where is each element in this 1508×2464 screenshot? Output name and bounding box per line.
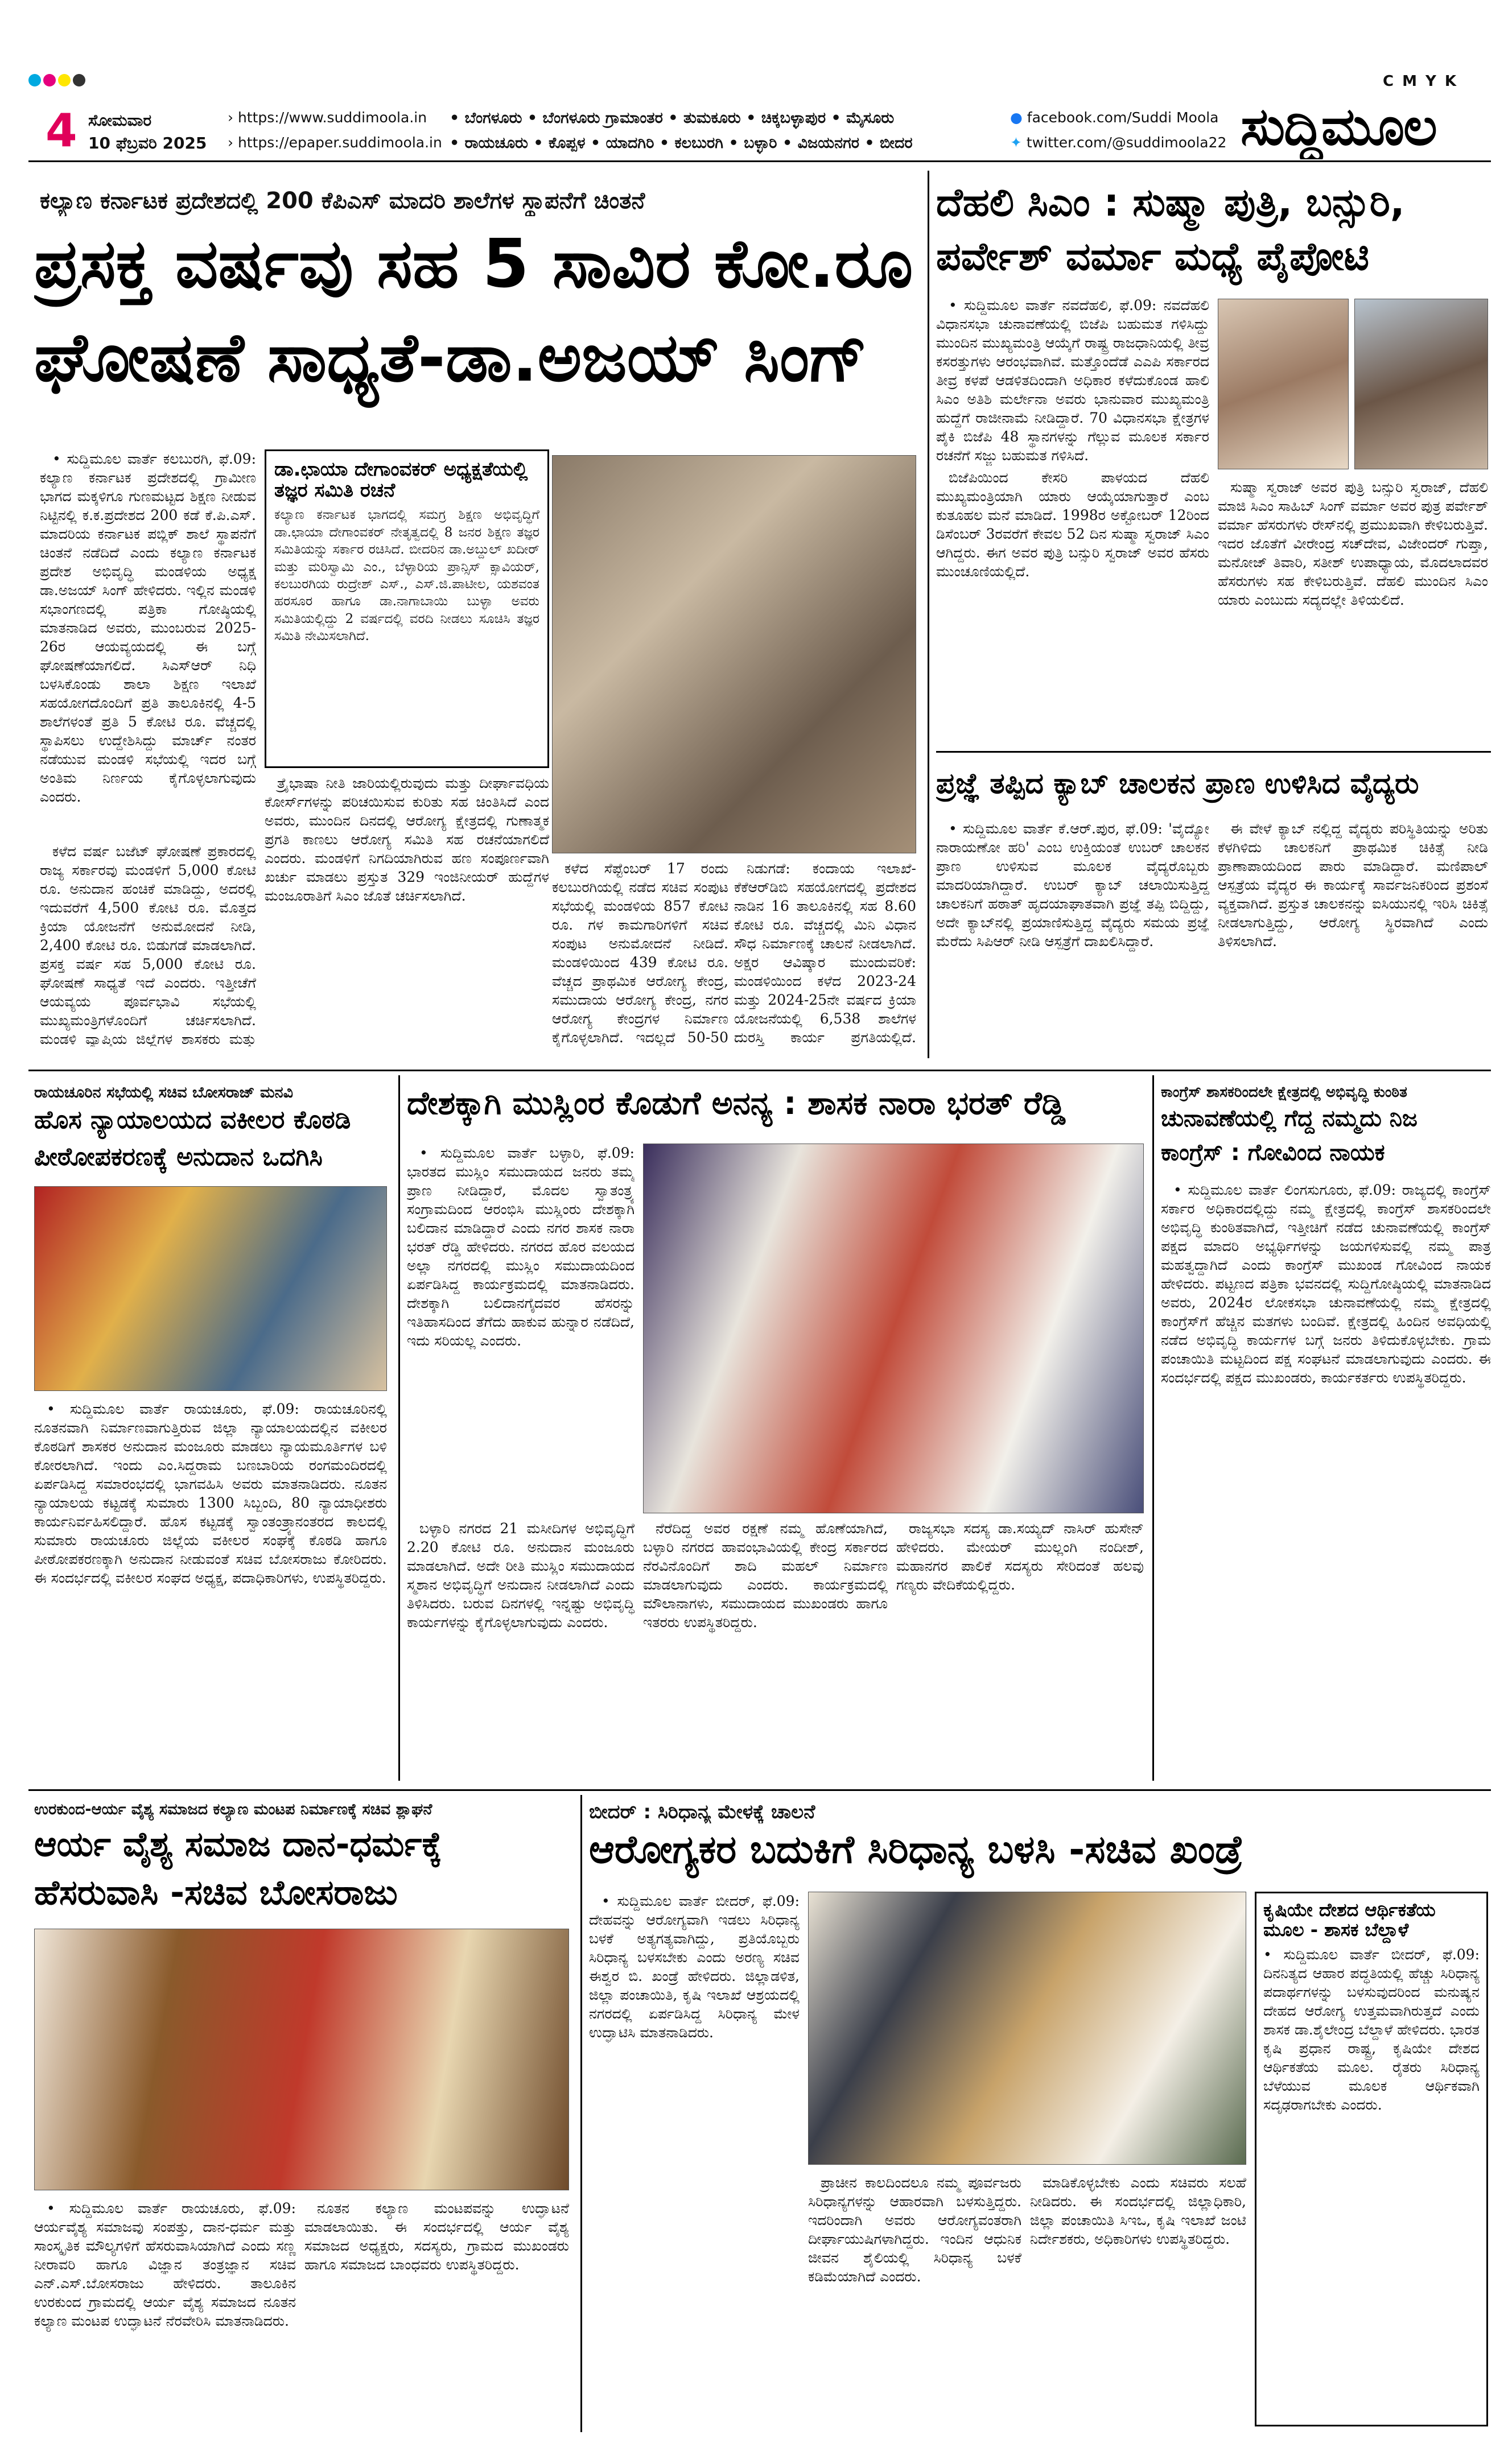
millet-col-2-text: ಪ್ರಾಚೀನ ಕಾಲದಿಂದಲೂ ನಮ್ಮ ಪೂರ್ವಜರು ಸಿರಿಧಾನ್ಯಗಳನ್ನು ಆಹಾರವಾಗಿ ಬಳಸುತ್ತಿದ್ದರು. ಇದರಿಂದಾಗಿ ಅವರು ಆರೋಗ್ಯವಂತರಾಗಿ ದೀರ್ಘಾಯುಷಿಗಳಾಗಿದ್ದರು. ಇಂದಿನ ಆಧುನಿಕ ಜೀವನ ಶೈಲಿಯಲ್ಲಿ ಸಿರಿಧಾನ್ಯ ಬಳಕೆ ಕಡಿಮೆಯಾಗಿದೆ ಎಂದರು. bbox=[808, 2174, 1021, 2285]
contribution-col-4-text: ರಾಜ್ಯಸಭಾ ಸದಸ್ಯ ಡಾ.ಸಯ್ಯದ್ ನಾಸಿರ್ ಹುಸೇನ್ ಹೇಳಿದರು. ಮೇಯರ್ ಮುಲ್ಲಂಗಿ ನಂದೀಶ್, ಮಹಾನಗರ ಪಾಲಿಕೆ ಸದಸ್ಯರು ಸೇರಿದಂತೆ ಹಲವು ಗಣ್ಯರು ವೇದಿಕೆಯಲ್ಲಿದ್ದರು. bbox=[896, 1520, 1144, 1593]
sidebar-title-1: ಕೃಷಿಯೇ ದೇಶದ ಆರ್ಥಿಕತೆಯ bbox=[1263, 1899, 1436, 1921]
twitter-link[interactable] bbox=[1010, 134, 1238, 155]
delhi-cm-story bbox=[936, 171, 1491, 751]
court-photo bbox=[34, 1186, 387, 1391]
twitter-url: twitter.com/@suddimoola22 bbox=[1026, 134, 1227, 151]
millet-kicker: ಬೀದರ್ : ಸಿರಿಧಾನ್ಯ ಮೇಳಕ್ಕೆ ಚಾಲನೆ bbox=[589, 1801, 815, 1823]
cab-driver-story bbox=[936, 757, 1491, 1064]
masthead-rule bbox=[28, 160, 1491, 162]
website-link[interactable]: › https://www.suddimoola.in bbox=[228, 109, 427, 126]
millet-headline: ಆರೋಗ್ಯಕರ ಬದುಕಿಗೆ ಸಿರಿಧಾನ್ಯ ಬಳಸಿ -ಸಚಿವ ಖಂಡ್ರೆ bbox=[589, 1829, 1243, 1872]
lead-col-4 bbox=[552, 859, 728, 1047]
box-text: ಕಲ್ಯಾಣ ಕರ್ನಾಟಕ ಭಾಗದಲ್ಲಿ ಸಮಗ್ರ ಶಿಕ್ಷಣ ಅಭಿವೃದ್ಧಿಗೆ ಡಾ.ಛಾಯಾ ದೇಗಾಂವಕರ್ ನೇತೃತ್ವದಲ್ಲಿ 8 ಜನರ ಶಿಕ್ಷಣ ತಜ್ಞರ ಸಮಿತಿಯನ್ನು ಸರ್ಕಾರ ರಚಿಸಿದೆ. ಬೀದರಿನ ಡಾ.ಅಬ್ದುಲ್ ಖದೀರ್ ಮತ್ತು ಮರಿಸ್ವಾಮಿ ಎಂ., ಬೆಳ್ಳಾರಿಯ ಪ್ರಾನ್ಸಿಸ್ ಕ್ಸಾವಿಯರ್, ಕಲಬುರಗಿಯ ರುದ್ರೇಶ್ ಎಸ್., ಎಸ್.ಜಿ.ಪಾಟೀಲ, ಯಶವಂತ ಹರಸೂರ ಹಾಗೂ ಡಾ.ನಾಗಾಬಾಯಿ ಬುಳ್ಳಾ ಅವರು ಸಮಿತಿಯಲ್ಲಿದ್ದು 2 ವರ್ಷದಲ್ಲಿ ವರದಿ ನೀಡಲು ಸೂಚಿಸಿ ತಜ್ಞರ ಸಮಿತಿ ನೇಮಿಸಲಾಗಿದೆ. bbox=[274, 507, 539, 643]
issue-day: ಸೋಮವಾರ bbox=[88, 111, 152, 130]
delhi-col-3 bbox=[1218, 478, 1488, 740]
contribution-col-3 bbox=[643, 1519, 888, 1781]
arya-photo bbox=[34, 1929, 569, 2190]
arya-headline-1: ಆರ್ಯ ವೈಶ್ಯ ಸಮಾಜ ದಾನ-ಧರ್ಮಕ್ಕೆ bbox=[34, 1826, 442, 1864]
masthead bbox=[0, 0, 1508, 162]
contribution-col-3-text: ನೆರೆದಿದ್ದ ಅವರ ರಕ್ಷಣೆ ನಮ್ಮ ಹೊಣೆಯಾಗಿದೆ, ಬಳ್ಳಾರಿ ನಗರದ ಹಾವಂಭಾವಿಯಲ್ಲಿ ಕೇಂದ್ರ ಸರ್ಕಾರದ ನೆರವಿನೊಂದಿಗೆ ಶಾದಿ ಮಹಲ್ ನಿರ್ಮಾಣ ಮಾಡಲಾಗುವುದು ಎಂದರು. ಕಾರ್ಯಕ್ರಮದಲ್ಲಿ ಮೌಲಾನಾಗಳು, ಸಮುದಾಯದ ಮುಖಂಡರು ಹಾಗೂ ಇತರರು ಉಪಸ್ಥಿತರಿದ್ದರು. bbox=[643, 1520, 888, 1631]
lead-col-3 bbox=[265, 774, 549, 1047]
divider-c2 bbox=[1152, 1075, 1154, 1781]
arya-col-1 bbox=[34, 2199, 296, 2432]
sidebar-title-2: ಮೂಲ - ಶಾಸಕ ಬೆಲ್ದಾಳೆ bbox=[1263, 1918, 1409, 1941]
page-number: 4 bbox=[46, 105, 77, 156]
epaper-url: https://epaper.suddimoola.in bbox=[237, 134, 442, 151]
cmyk-mark: C M Y K bbox=[1383, 73, 1458, 90]
divider-c3 bbox=[580, 1795, 582, 2432]
contribution-story bbox=[407, 1075, 1147, 1786]
lead-headline-1: ಪ್ರಸಕ್ತ ವರ್ಷವು ಸಹ 5 ಸಾವಿರ ಕೋ.ರೂ bbox=[34, 228, 913, 303]
contribution-col-2 bbox=[407, 1519, 634, 1781]
congress-text bbox=[1161, 1181, 1491, 1781]
millet-col-3 bbox=[1030, 2173, 1246, 2426]
millet-col-3-text: ಮಾಡಿಕೊಳ್ಳಬೇಕು ಎಂದು ಸಚಿವರು ಸಲಹೆ ನೀಡಿದರು. ಈ ಸಂದರ್ಭದಲ್ಲಿ ಜಿಲ್ಲಾಧಿಕಾರಿ, ಜಿಲ್ಲಾ ಪಂಚಾಯಿತಿ ಸಿಇಒ, ಕೃಷಿ ಇಲಾಖೆ ಜಂಟಿ ನಿರ್ದೇಶಕರು, ಅಧಿಕಾರಿಗಳು ಉಪಸ್ಥಿತರಿದ್ದರು. bbox=[1030, 2174, 1246, 2247]
rule-mid bbox=[28, 1070, 1491, 1071]
arya-kicker: ಉರಕುಂದ-ಆರ್ಯ ವೈಶ್ಯ ಸಮಾಜದ ಕಲ್ಯಾಣ ಮಂಟಪ ನಿರ್ಮಾಣಕ್ಕೆ ಸಚಿವ ಶ್ಲಾಘನೆ bbox=[34, 1801, 432, 1818]
twitter-icon: ✦ bbox=[1010, 134, 1022, 151]
court-headline-2: ಪೀಠೋಪಕರಣಕ್ಕೆ ಅನುದಾನ ಒದಗಿಸಿ bbox=[34, 1144, 323, 1171]
arya-vaishya-story bbox=[28, 1795, 575, 2438]
contribution-col-4 bbox=[896, 1519, 1144, 1781]
lead-headline-2: ಘೋಷಣೆ ಸಾಧ್ಯತೆ-ಡಾ.ಅಜಯ್ ಸಿಂಗ್ bbox=[34, 321, 868, 397]
bansuri-photo bbox=[1218, 299, 1349, 469]
issue-date: 10 ಫೆಬ್ರವರಿ 2025 bbox=[88, 134, 207, 152]
arya-col-2 bbox=[304, 2199, 569, 2432]
congress-headline-2: ಕಾಂಗ್ರೆಸ್ : ಗೋವಿಂದ ನಾಯಕ bbox=[1161, 1141, 1385, 1166]
website-url: https://www.suddimoola.in bbox=[237, 109, 427, 126]
registration-dots bbox=[28, 74, 120, 91]
lead-col-5 bbox=[734, 859, 916, 1047]
column-divider bbox=[928, 171, 929, 1058]
delhi-col-3-text: ಸುಷ್ಮಾ ಸ್ವರಾಜ್ ಅವರ ಪುತ್ರಿ ಬನ್ಸುರಿ ಸ್ವರಾಜ್, ದೆಹಲಿ ಮಾಜಿ ಸಿಎಂ ಸಾಹಿಬ್ ಸಿಂಗ್ ವರ್ಮಾ ಅವರ ಪುತ್ರ ಪರ್ವೇಶ್ ವರ್ಮಾ ಹೆಸರುಗಳು ರೇಸ್‌ನಲ್ಲಿ ಪ್ರಮುಖವಾಗಿ ಕೇಳಿಬರುತ್ತಿವೆ. ಇದರ ಜೊತೆಗೆ ವೀರೇಂದ್ರ ಸಚ್‌ದೇವ, ವಿಜೇಂದರ್ ಗುಪ್ತಾ, ಮನೋಜ್ ತಿವಾರಿ, ಸತೀಶ್ ಉಪಾಧ್ಯಾಯ, ಮೊದಲಾದವರ ಹೆಸರುಗಳು ಸಹ ಕೇಳಿಬರುತ್ತಿವೆ. ದೆಹಲಿ ಮುಂದಿನ ಸಿಎಂ ಯಾರು ಎಂಬುದು ಸದ್ಯದಲ್ಲೇ ತಿಳಿಯಲಿದೆ. bbox=[1218, 479, 1488, 608]
contribution-col-1 bbox=[407, 1144, 634, 1508]
agriculture-sidebar bbox=[1255, 1892, 1488, 2426]
congress-story bbox=[1161, 1075, 1491, 1786]
epaper-link[interactable]: › https://epaper.suddimoola.in bbox=[228, 134, 442, 151]
court-text bbox=[34, 1400, 387, 1781]
millet-col-2 bbox=[808, 2173, 1021, 2426]
cab-col-2 bbox=[1218, 819, 1488, 1058]
facebook-link[interactable] bbox=[1010, 109, 1238, 130]
divider-c1 bbox=[398, 1075, 400, 1781]
millet-story bbox=[589, 1795, 1491, 2438]
court-headline-1: ಹೊಸ ನ್ಯಾಯಾಲಯದ ವಕೀಲರ ಕೊಠಡಿ bbox=[34, 1107, 351, 1134]
contribution-col-1-text: • ಸುದ್ದಿಮೂಲ ವಾರ್ತೆ ಬಳ್ಳಾರಿ, ಫೆ.09: ಭಾರತದ ಮುಸ್ಲಿಂ ಸಮುದಾಯದ ಜನರು ತಮ್ಮ ಪ್ರಾಣ ನೀಡಿದ್ದಾರೆ, ಮೊದಲ ಸ್ವಾತಂತ್ರ್ಯ ಸಂಗ್ರಾಮದಿಂದ ಆರಂಭಿಸಿ ಮುಸ್ಲಿಂರು ದೇಶಕ್ಕಾಗಿ ಬಲಿದಾನ ಮಾಡಿದ್ದಾರೆ ಎಂದು ನಗರ ಶಾಸಕ ನಾರಾ ಭರತ್ ರೆಡ್ಡಿ ಹೇಳಿದರು. ನಗರದ ಹೊರ ವಲಯದ ಅಲ್ಲಾ ನಗರದಲ್ಲಿ ಮುಸ್ಲಿಂ ಸಮುದಾಯದಿಂದ ಏರ್ಪಡಿಸಿದ್ದ ಕಾರ್ಯಕ್ರಮದಲ್ಲಿ ಮಾತನಾಡಿದರು. ದೇಶಕ್ಕಾಗಿ ಬಲಿದಾನಗೈದವರ ಹೆಸರನ್ನು ಇತಿಹಾಸದಿಂದ ತೆಗೆದು ಹಾಕುವ ಹುನ್ನಾರ ನಡೆದಿದೆ, ಇದು ಸರಿಯಲ್ಲ ಎಂದರು. bbox=[407, 1145, 634, 1349]
cities-row-2: • ರಾಯಚೂರು • ಕೊಪ್ಪಳ • ಯಾದಗಿರಿ • ಕಲಬುರಗಿ • ಬಳ್ಳಾರಿ • ವಿಜಯನಗರ • ಬೀದರ bbox=[450, 134, 913, 152]
lead-kicker: ಕಲ್ಯಾಣ ಕರ್ನಾಟಕ ಪ್ರದೇಶದಲ್ಲಿ 200 ಕೆಪಿಎಸ್ ಮಾದರಿ ಶಾಲೆಗಳ ಸ್ಥಾಪನೆಗೆ ಚಿಂತನೆ bbox=[40, 188, 645, 214]
congress-kicker: ಕಾಂಗ್ರೆಸ್ ಶಾಸಕರಿಂದಲೇ ಕ್ಷೇತ್ರದಲ್ಲಿ ಅಭಿವೃದ್ಧಿ ಕುಂಠಿತ bbox=[1161, 1084, 1407, 1101]
facebook-icon: ● bbox=[1010, 109, 1023, 126]
newspaper-logo: ಸುದ್ದಿಮೂಲ bbox=[1241, 96, 1436, 157]
expert-committee-box bbox=[265, 449, 549, 768]
court-kicker: ರಾಯಚೂರಿನ ಸಭೆಯಲ್ಲಿ ಸಚಿವ ಬೋಸರಾಜ್ ಮನವಿ bbox=[34, 1084, 294, 1101]
cab-col-1 bbox=[936, 819, 1209, 1058]
lead-story bbox=[28, 171, 922, 1081]
lead-col-1b bbox=[40, 842, 256, 1047]
lead-col-3-text: ತ್ರೈಭಾಷಾ ನೀತಿ ಜಾರಿಯಲ್ಲಿರುವುದು ಮತ್ತು ದೀರ್ಘಾವಧಿಯ ಕೋರ್ಸ್‌ಗಳನ್ನು ಪರಿಚಯಿಸುವ ಕುರಿತು ಸಹ ಚಿಂತಿಸಿದೆ ಎಂದ ಅವರು, ಮುಂದಿನ ದಿನದಲ್ಲಿ ಆರೋಗ್ಯ ಕ್ಷೇತ್ರದಲ್ಲಿ ಗುಣಾತ್ಮಕ ಪ್ರಗತಿ ಕಾಣಲು ಆರೋಗ್ಯ ಸಮಿತಿ ಸಹ ರಚನೆಯಾಗಲಿದೆ ಎಂದರು. ಮಂಡಳಿಗೆ ನಿಗದಿಯಾಗಿರುವ ಹಣ ಸಂಪೂರ್ಣವಾಗಿ ಖರ್ಚು ಮಾಡಲು ಪ್ರಸ್ತುತ 329 ಇಂಜಿನೀಯರ್ ಹುದ್ದೆಗಳ ಮಂಜೂರಾತಿಗೆ ಸಿಎಂ ಜೊತೆ ಚರ್ಚಿಸಲಾಗಿದೆ. bbox=[265, 775, 549, 904]
lead-col-5-text: ನಿಡುಗಡೆ: ಕಂದಾಯ ಇಲಾಖೆ-ಕೆಕೆಆರ್‌ಡಿಬಿ ಸಹಯೋಗದಲ್ಲಿ ಪ್ರದೇಶದ ನಾಡಿನ 16 ತಾಲೂಕಿನಲ್ಲಿ ಸಹ 8.60 ಕೋಟಿ ರೂ. ವೆಚ್ಚದಲ್ಲಿ ಮಿನಿ ವಿಧಾನ ಸೌಧ ನಿರ್ಮಾಣಕ್ಕೆ ಚಾಲನೆ ನೀಡಲಾಗಿದೆ. ಅಕ್ಷರ ಆವಿಷ್ಕಾರ ಮುಂದುವರಿಕೆ: ಮಂಡಳಿಯಿಂದ ಕಳೆದ 2023-24 ಮತ್ತು 2024-25ನೇ ವರ್ಷದ ಕ್ರಿಯಾ ಯೋಜನೆಯಲ್ಲಿ 6,538 ಶಾಲೆಗಳ ದುರಸ್ತಿ ಕಾರ್ಯ ಪ್ರಗತಿಯಲ್ಲಿದೆ. bbox=[734, 860, 916, 1046]
lead-col-4-text: ಕಳೆದ ಸೆಪ್ಟೆಂಬರ್ 17 ರಂದು ಕಲಬುರಗಿಯಲ್ಲಿ ನಡೆದ ಸಚಿವ ಸಂಪುಟ ಸಭೆಯಲ್ಲಿ ಮಂಡಳಿಯ 857 ಕೋಟಿ ರೂ. ಗಳ ಕಾಮಗಾರಿಗಳಿಗೆ ಸಚಿವ ಸಂಪುಟ ಅನುಮೋದನೆ ನೀಡಿದೆ. ಮಂಡಳಿಯಿಂದ 439 ಕೋಟಿ ರೂ. ವೆಚ್ಚದ ಪ್ರಾಥಮಿಕ ಆರೋಗ್ಯ ಕೇಂದ್ರ, ಸಮುದಾಯ ಆರೋಗ್ಯ ಕೇಂದ್ರ, ನಗರ ಆರೋಗ್ಯ ಕೇಂದ್ರಗಳ ನಿರ್ಮಾಣ ಕೈಗೊಳ್ಳಲಾಗಿದೆ. ಇದಲ್ಲದೆ 50-50 bbox=[552, 860, 728, 1046]
millet-col-1 bbox=[589, 1892, 800, 2426]
lead-photo bbox=[552, 455, 916, 853]
facebook-url: facebook.com/Suddi Moola bbox=[1027, 109, 1219, 126]
court-story bbox=[28, 1075, 393, 1786]
congress-text-body: • ಸುದ್ದಿಮೂಲ ವಾರ್ತೆ ಲಿಂಗಸುಗೂರು, ಫೆ.09: ರಾಜ್ಯದಲ್ಲಿ ಕಾಂಗ್ರೆಸ್ ಸರ್ಕಾರ ಅಧಿಕಾರದಲ್ಲಿದ್ದು ನಮ್ಮ ಕ್ಷೇತ್ರದಲ್ಲಿ ಕಾಂಗ್ರೆಸ್ ಶಾಸಕರಿಂದಲೇ ಅಭಿವೃದ್ಧಿ ಕುಂಠಿತವಾಗಿದೆ, ಇತ್ತೀಚಿಗೆ ನಡೆದ ಚುನಾವಣೆಯಲ್ಲಿ ಕಾಂಗ್ರೆಸ್ ಪಕ್ಷದ ಮಾದರಿ ಅಭ್ಯರ್ಥಿಗಳನ್ನು ಜಯಗಳಿಸುವಲ್ಲಿ ನಮ್ಮ ಪಾತ್ರ ಮಹತ್ವದ್ದಾಗಿದೆ ಎಂದು ಕಾಂಗ್ರೆಸ್ ಮುಖಂಡ ಗೋವಿಂದ ನಾಯಕ ಹೇಳಿದರು. ಪಟ್ಟಣದ ಪತ್ರಿಕಾ ಭವನದಲ್ಲಿ ಸುದ್ದಿಗೋಷ್ಠಿಯಲ್ಲಿ ಮಾತನಾಡಿದ ಅವರು, 2024ರ ಲೋಕಸಭಾ ಚುನಾವಣೆಯಲ್ಲಿ ನಮ್ಮ ಕ್ಷೇತ್ರದಲ್ಲಿ ಕಾಂಗ್ರೆಸ್‌ಗೆ ಹೆಚ್ಚಿನ ಮತಗಳು ಬಂದಿವೆ. ಕ್ಷೇತ್ರದಲ್ಲಿ ಹಿಂದಿನ ಅವಧಿಯಲ್ಲಿ ನಡೆದ ಅಭಿವೃದ್ಧಿ ಕಾರ್ಯಗಳ ಬಗ್ಗೆ ಜನರು ತಿಳಿದುಕೊಳ್ಳಬೇಕು. ಗ್ರಾಮ ಪಂಚಾಯಿತಿ ಮಟ್ಟದಿಂದ ಪಕ್ಷ ಸಂಘಟನೆ ಮಾಡಲಾಗುವುದು ಎಂದರು. ಈ ಸಂದರ್ಭದಲ್ಲಿ ಪಕ್ಷದ ಮುಖಂಡರು, ಕಾರ್ಯಕರ್ತರು ಉಪಸ್ಥಿತರಿದ್ದರು. bbox=[1161, 1182, 1491, 1386]
contribution-photo bbox=[643, 1144, 1144, 1513]
box-title: ಡಾ.ಛಾಯಾ ದೇಗಾಂವಕರ್ ಅಧ್ಯಕ್ಷತೆಯಲ್ಲಿ ತಜ್ಞರ ಸಮಿತಿ ರಚನೆ bbox=[274, 458, 528, 502]
cab-headline: ಪ್ರಜ್ಞೆ ತಪ್ಪಿದ ಕ್ಯಾಬ್ ಚಾಲಕನ ಪ್ರಾಣ ಉಳಿಸಿದ ವೈದ್ಯರು bbox=[936, 768, 1419, 800]
lead-col-1-text: • ಸುದ್ದಿಮೂಲ ವಾರ್ತೆ ಕಲಬುರಗಿ, ಫೆ.09: ಕಲ್ಯಾಣ ಕರ್ನಾಟಕ ಪ್ರದೇಶದಲ್ಲಿ ಗ್ರಾಮೀಣ ಭಾಗದ ಮಕ್ಕಳಿಗೂ ಗುಣಮಟ್ಟದ ಶಿಕ್ಷಣ ನೀಡುವ ನಿಟ್ಟಿನಲ್ಲಿ ಕ.ಕ.ಪ್ರದೇಶದ 200 ಕಡೆ ಕೆ.ಪಿ.ಎಸ್. ಮಾದರಿಯ ಕರ್ನಾಟಕ ಪಬ್ಲಿಕ್ ಶಾಲೆ ಸ್ಥಾಪನೆಗೆ ಚಿಂತನೆ ನಡೆದಿದೆ ಎಂದು ಕಲ್ಯಾಣ ಕರ್ನಾಟಕ ಪ್ರದೇಶ ಅಭಿವೃದ್ಧಿ ಮಂಡಳಿಯ ಅಧ್ಯಕ್ಷ ಡಾ.ಅಜಯ್ ಸಿಂಗ್ ಹೇಳಿದರು. ಇಲ್ಲಿನ ಮಂಡಳಿ ಸಭಾಂಗಣದಲ್ಲಿ ಪತ್ರಿಕಾ ಗೋಷ್ಠಿಯಲ್ಲಿ ಮಾತನಾಡಿದ ಅವರು, ಮುಂಬರುವ 2025-26ರ ಆಯವ್ಯಯದಲ್ಲಿ ಈ ಬಗ್ಗೆ ಘೋಷಣೆಯಾಗಲಿದೆ. ಸಿಎಸ್‌ಆರ್ ನಿಧಿ ಬಳಸಿಕೊಂಡು ಶಾಲಾ ಶಿಕ್ಷಣ ಇಲಾಖೆ ಸಹಯೋಗದೊಂದಿಗೆ ಪ್ರತಿ ತಾಲೂಕಿನಲ್ಲಿ 4-5 ಶಾಲೆಗಳಂತೆ ಪ್ರತಿ 5 ಕೋಟಿ ರೂ. ವೆಚ್ಚದಲ್ಲಿ ಸ್ಥಾಪಿಸಲು ಉದ್ದೇಶಿಸಿದ್ದು ಮಾರ್ಚ್ ನಂತರ ನಡೆಯುವ ಮಂಡಳಿ ಸಭೆಯಲ್ಲಿ ಇದರ ಬಗ್ಗೆ ಅಂತಿಮ ನಿರ್ಣಯ ಕೈಗೊಳ್ಳಲಾಗುವುದು ಎಂದರು. bbox=[40, 451, 256, 805]
rule-right-1 bbox=[936, 751, 1491, 753]
parvesh-photo bbox=[1354, 299, 1488, 469]
court-text-body: • ಸುದ್ದಿಮೂಲ ವಾರ್ತೆ ರಾಯಚೂರು, ಫೆ.09: ರಾಯಚೂರಿನಲ್ಲಿ ನೂತನವಾಗಿ ನಿರ್ಮಾಣವಾಗುತ್ತಿರುವ ಜಿಲ್ಲಾ ನ್ಯಾಯಾಲಯದಲ್ಲಿನ ವಕೀಲರ ಕೊಠಡಿಗೆ ಶಾಸಕರ ಅನುದಾನ ಮಂಜೂರು ಮಾಡಲು ನ್ಯಾಯಮೂರ್ತಿಗಳ ಬಳಿ ಕೋರಲಾಗಿದೆ. ಇಂದು ಎಂ.ಸಿದ್ದರಾಮ ಬಣಬಾರಿಯ ರಂಗಮಂದಿರದಲ್ಲಿ ಏರ್ಪಡಿಸಿದ್ದ ಸಮಾರಂಭದಲ್ಲಿ ಭಾಗವಹಿಸಿ ಅವರು ಮಾತನಾಡಿದರು. ನೂತನ ನ್ಯಾಯಾಲಯ ಕಟ್ಟಡಕ್ಕೆ ಸುಮಾರು 1300 ಸಿಬ್ಬಂದಿ, 80 ನ್ಯಾಯಾಧೀಶರು ಕಾರ್ಯನಿರ್ವಹಿಸಲಿದ್ದಾರೆ. ಹೊಸ ಕಟ್ಟಡಕ್ಕೆ ಸ್ವಾಂತಂತ್ರ್ಯಾನಂತರದ ಕಾಲದಲ್ಲಿ ಸುಮಾರು ರಾಯಚೂರು ಜಿಲ್ಲೆಯ ವಕೀಲರ ಸಂಘಕ್ಕೆ ಕೊಠಡಿ ಹಾಗೂ ಪೀಠೋಪಕರಣಕ್ಕಾಗಿ ಅನುದಾನ ನೀಡುವಂತೆ ಸಚಿವ ಬೋಸರಾಜು ಕೋರಿದರು. ಈ ಸಂದರ್ಭದಲ್ಲಿ ವಕೀಲರ ಸಂಘದ ಅಧ್ಯಕ್ಷ, ಪದಾಧಿಕಾರಿಗಳು, ಉಪಸ್ಥಿತರಿದ್ದರು. bbox=[34, 1401, 387, 1586]
delhi-headline-2: ಪರ್ವೇಶ್ ವರ್ಮಾ ಮಧ್ಯೆ ಪೈಪೋಟಿ bbox=[936, 236, 1370, 279]
millet-col-1-text: • ಸುದ್ದಿಮೂಲ ವಾರ್ತೆ ಬೀದರ್, ಫೆ.09: ದೇಹವನ್ನು ಆರೋಗ್ಯವಾಗಿ ಇಡಲು ಸಿರಿಧಾನ್ಯ ಬಳಕೆ ಅತ್ಯಗತ್ಯವಾಗಿದ್ದು, ಪ್ರತಿಯೊಬ್ಬರು ಸಿರಿಧಾನ್ಯ ಬಳಸಬೇಕು ಎಂದು ಅರಣ್ಯ ಸಚಿವ ಈಶ್ವರ ಬಿ. ಖಂಡ್ರೆ ಹೇಳಿದರು. ಜಿಲ್ಲಾಡಳಿತ, ಜಿಲ್ಲಾ ಪಂಚಾಯಿತಿ, ಕೃಷಿ ಇಲಾಖೆ ಆಶ್ರಯದಲ್ಲಿ ನಗರದಲ್ಲಿ ಏರ್ಪಡಿಸಿದ್ದ ಸಿರಿಧಾನ್ಯ ಮೇಳ ಉದ್ಘಾಟಿಸಿ ಮಾತನಾಡಿದರು. bbox=[589, 1893, 800, 2041]
sidebar-text: • ಸುದ್ದಿಮೂಲ ವಾರ್ತೆ ಬೀದರ್, ಫೆ.09: ದಿನನಿತ್ಯದ ಆಹಾರ ಪದ್ಧತಿಯಲ್ಲಿ ಹೆಚ್ಚು ಸಿರಿಧಾನ್ಯ ಪದಾರ್ಥಗಳನ್ನು ಬಳಸುವುದರಿಂದ ಮನುಷ್ಯನ ದೇಹದ ಆರೋಗ್ಯ ಉತ್ತಮವಾಗಿರುತ್ತದೆ ಎಂದು ಶಾಸಕ ಡಾ.ಶೈಲೇಂದ್ರ ಬೆಲ್ದಾಳೆ ಹೇಳಿದರು. ಭಾರತ ಕೃಷಿ ಪ್ರಧಾನ ರಾಷ್ಟ್ರ, ಕೃಷಿಯೇ ದೇಶದ ಆರ್ಥಿಕತೆಯ ಮೂಲ. ರೈತರು ಸಿರಿಧಾನ್ಯ ಬೆಳೆಯುವ ಮೂಲಕ ಆರ್ಥಿಕವಾಗಿ ಸದೃಢರಾಗಬೇಕು ಎಂದರು. bbox=[1263, 1946, 1480, 2114]
contribution-headline: ದೇಶಕ್ಕಾಗಿ ಮುಸ್ಲಿಂರ ಕೊಡುಗೆ ಅನನ್ಯ : ಶಾಸಕ ನಾರಾ ಭರತ್ ರೆಡ್ಡಿ bbox=[407, 1087, 1066, 1122]
cab-col-1-text: • ಸುದ್ದಿಮೂಲ ವಾರ್ತೆ ಕೆ.ಆರ್.ಪುರ, ಫೆ.09: 'ವೈದ್ಯೋ ನಾರಾಯಣೋ ಹರಿ' ಎಂಬ ಉಕ್ತಿಯಂತೆ ಉಬರ್ ಚಾಲಕನ ಪ್ರಾಣ ಉಳಿಸುವ ಮೂಲಕ ವೈದ್ಯರೊಬ್ಬರು ಮಾದರಿಯಾಗಿದ್ದಾರೆ. ಉಬರ್ ಕ್ಯಾಬ್ ಚಲಾಯಿಸುತ್ತಿದ್ದ ಚಾಲಕನಿಗೆ ಹಠಾತ್ ಹೃದಯಾಘಾತವಾಗಿ ಪ್ರಜ್ಞೆ ತಪ್ಪಿ ಬಿದ್ದಿದ್ದು, ಅದೇ ಕ್ಯಾಬ್‌ನಲ್ಲಿ ಪ್ರಯಾಣಿಸುತ್ತಿದ್ದ ವೈದ್ಯರು ಸಮಯ ಪ್ರಜ್ಞೆ ಮೆರೆದು ಸಿಪಿಆರ್ ನೀಡಿ ಆಸ್ಪತ್ರೆಗೆ ದಾಖಲಿಸಿದ್ದಾರೆ. bbox=[936, 820, 1209, 950]
congress-headline-1: ಚುನಾವಣೆಯಲ್ಲಿ ಗೆದ್ದ ನಮ್ಮದು ನಿಜ bbox=[1161, 1107, 1418, 1132]
arya-col-1-text: • ಸುದ್ದಿಮೂಲ ವಾರ್ತೆ ರಾಯಚೂರು, ಫೆ.09: ಆರ್ಯವೈಶ್ಯ ಸಮಾಜವು ಸಂಪತ್ತು, ದಾನ-ಧರ್ಮ ಮತ್ತು ಸಾಂಸ್ಕೃತಿಕ ಮೌಲ್ಯಗಳಿಗೆ ಹೆಸರುವಾಸಿಯಾಗಿದೆ ಎಂದು ಸಣ್ಣ ನೀರಾವರಿ ಹಾಗೂ ವಿಜ್ಞಾನ ತಂತ್ರಜ್ಞಾನ ಸಚಿವ ಎನ್.ಎಸ್.ಬೋಸರಾಜು ಹೇಳಿದರು. ತಾಲೂಕಿನ ಉರಕುಂದ ಗ್ರಾಮದಲ್ಲಿ ಆರ್ಯ ವೈಶ್ಯ ಸಮಾಜದ ನೂತನ ಕಲ್ಯಾಣ ಮಂಟಪ ಉದ್ಘಾಟನೆ ನೆರವೇರಿಸಿ ಮಾತನಾಡಿದರು. bbox=[34, 2200, 296, 2329]
arya-col-2-text: ನೂತನ ಕಲ್ಯಾಣ ಮಂಟಪವನ್ನು ಉದ್ಘಾಟನೆ ಮಾಡಲಾಯಿತು. ಈ ಸಂದರ್ಭದಲ್ಲಿ ಆರ್ಯ ವೈಶ್ಯ ಸಮಾಜದ ಅಧ್ಯಕ್ಷರು, ಸದಸ್ಯರು, ಗ್ರಾಮದ ಮುಖಂಡರು ಹಾಗೂ ಸಮಾಜದ ಬಾಂಧವರು ಉಪಸ್ಥಿತರಿದ್ದರು. bbox=[304, 2200, 569, 2273]
delhi-col-1-text: • ಸುದ್ದಿಮೂಲ ವಾರ್ತೆ ನವದೆಹಲಿ, ಫೆ.09: ನವದೆಹಲಿ ವಿಧಾನಸಭಾ ಚುನಾವಣೆಯಲ್ಲಿ ಬಿಜೆಪಿ ಬಹುಮತ ಗಳಿಸಿದ್ದು ಮುಂದಿನ ಮುಖ್ಯಮಂತ್ರಿ ಆಯ್ಕೆಗೆ ರಾಷ್ಟ್ರ ರಾಜಧಾನಿಯಲ್ಲಿ ತೀವ್ರ ಕಸರತ್ತುಗಳು ಆರಂಭವಾಗಿವೆ. ಮತ್ತೊಂದೆಡೆ ಎಎಪಿ ಸರ್ಕಾರದ ತೀವ್ರ ಕಳಪೆ ಆಡಳಿತದಿಂದಾಗಿ ಅಧಿಕಾರ ಕಳೆದುಕೊಂಡ ಹಾಲಿ ಸಿಎಂ ಅತಿಶಿ ಮರ್ಲೇನಾ ಅವರು ಭಾನುವಾರ ಮುಖ್ಯಮಂತ್ರಿ ಹುದ್ದೆಗೆ ರಾಜೀನಾಮೆ ನೀಡಿದ್ದಾರೆ. 70 ವಿಧಾನಸಭಾ ಕ್ಷೇತ್ರಗಳ ಪೈಕಿ ಬಿಜೆಪಿ 48 ಸ್ಥಾನಗಳನ್ನು ಗೆಲ್ಲುವ ಮೂಲಕ ಸರ್ಕಾರ ರಚನೆಗೆ ಸಜ್ಜು ಬಹುಮತ ಗಳಿಸಿದೆ. bbox=[936, 297, 1209, 464]
cities-row-1: • ಬೆಂಗಳೂರು • ಬೆಂಗಳೂರು ಗ್ರಾಮಾಂತರ • ತುಮಕೂರು • ಚಿಕ್ಕಬಳ್ಳಾಪುರ • ಮೈಸೂರು bbox=[450, 109, 895, 127]
delhi-col-1 bbox=[936, 296, 1209, 740]
lead-col-2-text: ಕಳೆದ ವರ್ಷ ಬಜೆಟ್ ಘೋಷಣೆ ಪ್ರಕಾರದಲ್ಲಿ ರಾಜ್ಯ ಸರ್ಕಾರವು ಮಂಡಳಿಗೆ 5,000 ಕೋಟಿ ರೂ. ಅನುದಾನ ಹಂಚಿಕೆ ಮಾಡಿದ್ದು, ಅದರಲ್ಲಿ ಇದುವರೆಗೆ 4,500 ಕೋಟಿ ರೂ. ಮೊತ್ತದ ಕ್ರಿಯಾ ಯೋಜನೆಗೆ ಅನುಮೋದನೆ ನೀಡಿ, 2,400 ಕೋಟಿ ರೂ. ಬಿಡುಗಡೆ ಮಾಡಲಾಗಿದೆ. ಪ್ರಸಕ್ತ ವರ್ಷ ಸಹ 5,000 ಕೋಟಿ ರೂ. ಘೋಷಣೆ ಸಾಧ್ಯತೆ ಇದೆ ಎಂದರು. ಇತ್ತೀಚೆಗೆ ಆಯವ್ಯಯ ಪೂರ್ವಭಾವಿ ಸಭೆಯಲ್ಲಿ ಮುಖ್ಯಮಂತ್ರಿಗಳೊಂದಿಗೆ ಚರ್ಚಿಸಲಾಗಿದೆ. ಮಂಡಳಿ ವ್ಯಾಪ್ತಿಯ ಜಿಲ್ಲೆಗಳ ಶಾಸಕರು ಮತ್ತು bbox=[40, 843, 256, 1047]
contribution-col-2-text: ಬಳ್ಳಾರಿ ನಗರದ 21 ಮಸೀದಿಗಳ ಅಭಿವೃದ್ಧಿಗೆ 2.20 ಕೋಟಿ ರೂ. ಅನುದಾನ ಮಂಜೂರು ಮಾಡಲಾಗಿದೆ. ಅದೇ ರೀತಿ ಮುಸ್ಲಿಂ ಸಮುದಾಯದ ಸ್ಮಶಾನ ಅಭಿವೃದ್ಧಿಗೆ ಅನುದಾನ ನೀಡಲಾಗಿದೆ ಎಂದು ತಿಳಿಸಿದರು. ಬರುವ ದಿನಗಳಲ್ಲಿ ಇನ್ನಷ್ಟು ಅಭಿವೃದ್ಧಿ ಕಾರ್ಯಗಳನ್ನು ಕೈಗೊಳ್ಳಲಾಗುವುದು ಎಂದರು. bbox=[407, 1520, 634, 1631]
cab-col-2-text: ಈ ವೇಳೆ ಕ್ಯಾಬ್ ನಲ್ಲಿದ್ದ ವೈದ್ಯರು ಪರಿಸ್ಥಿತಿಯನ್ನು ಅರಿತು ಕೆಳಗಿಳಿದು ಚಾಲಕನಿಗೆ ಪ್ರಾಥಮಿಕ ಚಿಕಿತ್ಸೆ ನೀಡಿ ಪ್ರಾಣಾಪಾಯದಿಂದ ಪಾರು ಮಾಡಿದ್ದಾರೆ. ಮಣಿಪಾಲ್ ಆಸ್ಪತ್ರೆಯ ವೈದ್ಯರ ಈ ಕಾರ್ಯಕ್ಕೆ ಸಾರ್ವಜನಿಕರಿಂದ ಪ್ರಶಂಸೆ ವ್ಯಕ್ತವಾಗಿದೆ. ಪ್ರಸ್ತುತ ಚಾಲಕನನ್ನು ಐಸಿಯುನಲ್ಲಿ ಇರಿಸಿ ಚಿಕಿತ್ಸೆ ನೀಡಲಾಗುತ್ತಿದ್ದು, ಆರೋಗ್ಯ ಸ್ಥಿರವಾಗಿದೆ ಎಂದು ತಿಳಿಸಲಾಗಿದೆ. bbox=[1218, 820, 1488, 950]
delhi-col-2-text: ಬಿಜೆಪಿಯಿಂದ ಕೇಸರಿ ಪಾಳಯದ ದೆಹಲಿ ಮುಖ್ಯಮಂತ್ರಿಯಾಗಿ ಯಾರು ಆಯ್ಕೆಯಾಗುತ್ತಾರೆ ಎಂಬ ಕುತೂಹಲ ಮನೆ ಮಾಡಿದೆ. 1998ರ ಅಕ್ಟೋಬರ್ 12ರಿಂದ ಡಿಸೆಂಬರ್ 3ರವರೆಗೆ ಕೇವಲ 52 ದಿನ ಸುಷ್ಮಾ ಸ್ವರಾಜ್ ಸಿಎಂ ಆಗಿದ್ದರು. ಈಗ ಅವರ ಪುತ್ರಿ ಬನ್ಸುರಿ ಸ್ವರಾಜ್ ಅವರ ಹೆಸರು ಮುಂಚೂಣಿಯಲ್ಲಿದೆ. bbox=[936, 469, 1209, 580]
millet-photo bbox=[808, 1892, 1246, 2165]
rule-bottom bbox=[28, 1789, 1491, 1791]
delhi-headline-1: ದೆಹಲಿ ಸಿಎಂ : ಸುಷ್ಮಾ ಪುತ್ರಿ, ಬನ್ಸುರಿ, bbox=[936, 182, 1405, 225]
arya-headline-2: ಹೆಸರುವಾಸಿ -ಸಚಿವ ಬೋಸರಾಜು bbox=[34, 1875, 398, 1913]
